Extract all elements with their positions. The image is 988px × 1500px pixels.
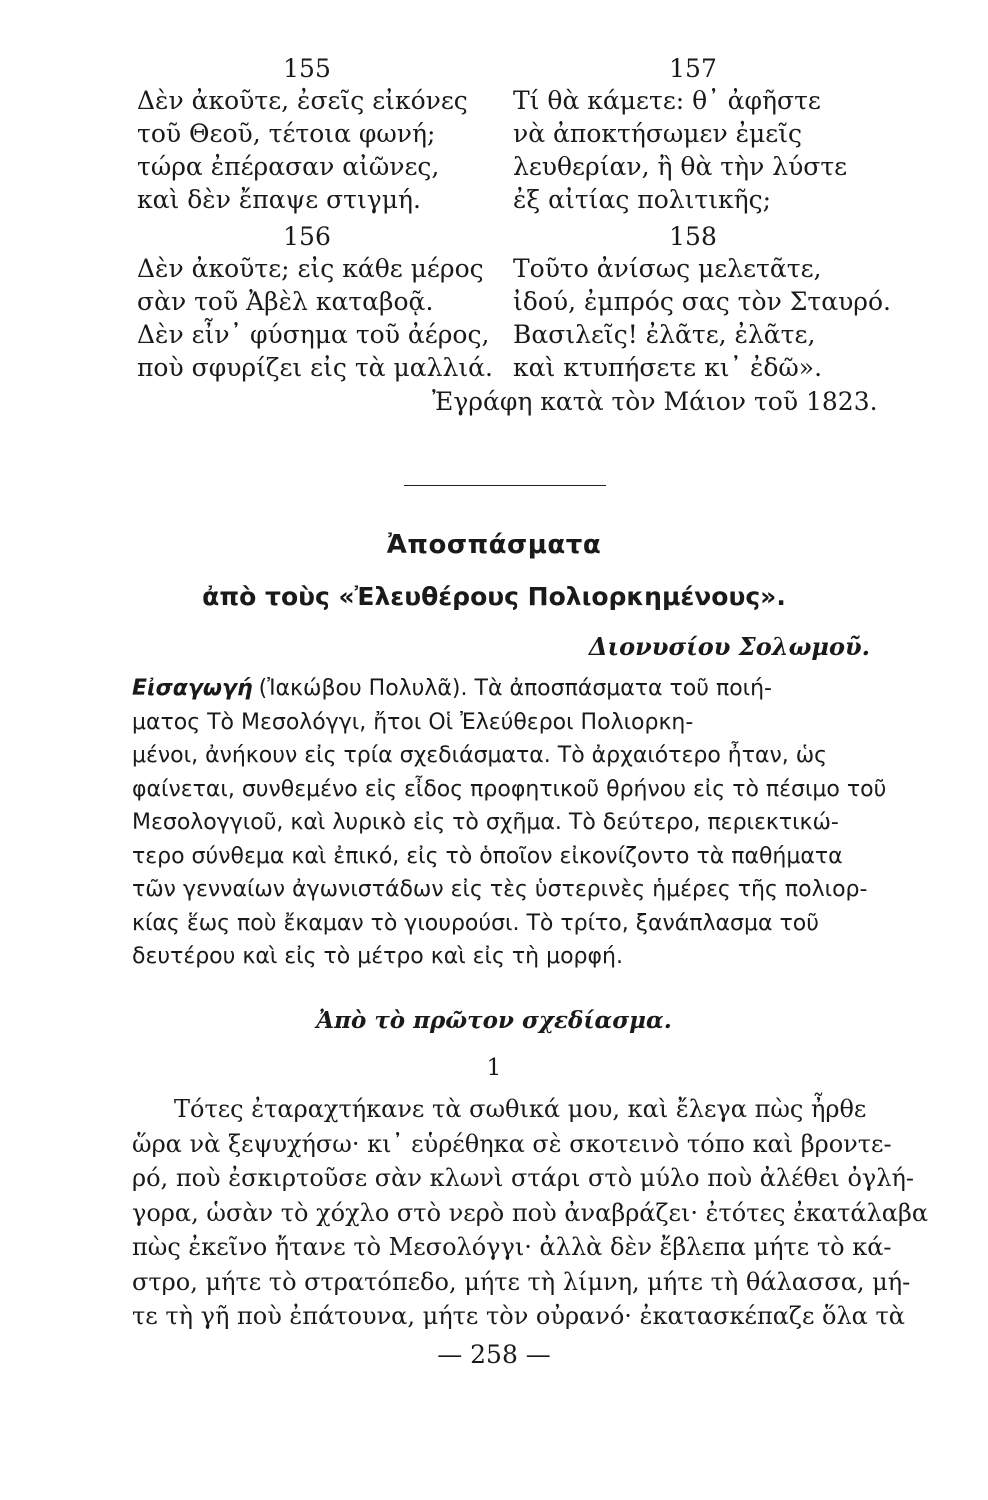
intro-line: κίας ἕως ποὺ ἔκαμαν τὸ γιουρούσι. Τὸ τρίτο, ξανάπλασμα τοῦ xyxy=(132,910,819,936)
intro-line: δευτέρου καὶ εἰς τὸ μέτρο καὶ εἰς τὴ μορφή. xyxy=(132,944,623,969)
verse-line: Τί θὰ κάμετε: θ᾽ ἀφῆστε xyxy=(513,86,821,115)
stanza-number: 157 xyxy=(669,54,717,83)
verse-line: Δὲν ἀκοῦτε, ἐσεῖς εἰκόνες xyxy=(137,86,468,115)
section-author: Διονυσίου Σολωμοῦ. xyxy=(588,632,870,661)
section-title: Ἀποσπάσματα xyxy=(386,530,602,560)
verse-line: Δὲν ἀκοῦτε; εἰς κάθε μέρος xyxy=(137,254,484,283)
intro-line: Μεσολογγιοῦ, καὶ λυρικὸ εἰς τὸ σχῆμα. Τὸ δεύτερο, περιεκτικώ- xyxy=(132,810,839,835)
poem-date: Ἐγράφη κατὰ τὸν Μάιον τοῦ 1823. xyxy=(432,387,878,416)
page-number: — 258 — xyxy=(437,1340,551,1369)
verse-line: Δὲν εἶν᾽ φύσημα τοῦ ἀέρος, xyxy=(137,320,490,349)
verse-line: ἐξ αἰτίας πολιτικῆς; xyxy=(513,185,772,214)
prose-body xyxy=(132,1092,929,1334)
prose-line: γορα, ὡσὰν τὸ χόχλο στὸ νερὸ ποὺ ἀναβράζει· ἐτότες ἐκατάλαβα xyxy=(132,1198,929,1227)
verse-line: τοῦ Θεοῦ, τέτοια φωνή; xyxy=(137,119,436,148)
prose-line: τε τὴ γῆ ποὺ ἐπάτουνα, μήτε τὸν οὐρανό· ἐκατασκέπαζε ὅλα τὰ xyxy=(132,1302,905,1330)
part-number: 1 xyxy=(486,1055,502,1081)
intro-line: φαίνεται, συνθεμένο εἰς εἶδος προφητικοῦ θρήνου εἰς τὸ πέσιμο τοῦ xyxy=(132,776,887,802)
stanza xyxy=(513,52,873,214)
verse-line: ἰδού, ἐμπρός σας τὸν Σταυρό. xyxy=(513,287,891,316)
verse-line: τώρα ἐπέρασαν αἰῶνες, xyxy=(137,152,440,181)
intro-text: (Ἰακώβου Πολυλᾶ). Τὰ ἀποσπάσματα τοῦ ποιή- xyxy=(258,676,772,701)
intro-line: τερο σύνθεμα καὶ ἐπικό, εἰς τὸ ὁποῖον εἰκονίζοντο τὰ παθήματα xyxy=(132,843,843,869)
verse-line: Βασιλεῖς! ἐλᾶτε, ἐλᾶτε, xyxy=(513,320,816,349)
intro-line: μένοι, ἀνήκουν εἰς τρία σχεδιάσματα. Τὸ ἀρχαιότερο ἦταν, ὡς xyxy=(132,743,828,768)
stanza xyxy=(137,220,493,382)
poem-right-column xyxy=(513,52,891,388)
stanza-number: 158 xyxy=(669,222,717,251)
stanza-number: 156 xyxy=(283,222,331,251)
verse-line: καὶ κτυπήσετε κι᾽ ἐδῶ». xyxy=(513,353,823,382)
intro-line xyxy=(132,672,892,706)
verse-line: ποὺ σφυρίζει εἰς τὰ μαλλιά. xyxy=(137,353,493,382)
prose-line: στρο, μήτε τὸ στρατόπεδο, μήτε τὴ λίμνη, μήτε τὴ θάλασσα, μή- xyxy=(132,1267,911,1296)
intro-line: τῶν γενναίων ἀγωνιστάδων εἰς τὲς ὑστερινὲς ἡμέρες τῆς πολιορ- xyxy=(132,877,868,902)
part-heading: Ἀπὸ τὸ πρῶτον σχεδίασμα. xyxy=(316,1007,672,1034)
stanza xyxy=(137,52,477,214)
section-divider xyxy=(404,485,606,486)
verse-line: καὶ δὲν ἔπαψε στιγμή. xyxy=(137,185,421,214)
intro-label: Εἰσαγωγή xyxy=(132,676,253,701)
stanza-number: 155 xyxy=(283,54,331,83)
prose-line: πὼς ἐκεῖνο ἤτανε τὸ Μεσολόγγι· ἀλλὰ δὲν ἔβλεπα μήτε τὸ κά- xyxy=(132,1233,892,1261)
introduction-paragraph xyxy=(132,672,892,974)
section-subtitle: ἀπὸ τοὺς «Ἐλευθέρους Πολιορκημένους». xyxy=(202,582,786,611)
prose-line: ρό, ποὺ ἐσκιρτοῦσε σὰν κλωνὶ στάρι στὸ μύλο ποὺ ἀλέθει ὀγλή- xyxy=(132,1164,914,1192)
verse-line: Τοῦτο ἀνίσως μελετᾶτε, xyxy=(513,254,822,283)
verse-line: νὰ ἀποκτήσωμεν ἐμεῖς xyxy=(513,119,803,148)
verse-line: σὰν τοῦ Ἀβὲλ καταβοᾷ. xyxy=(137,287,434,316)
poem-left-column xyxy=(137,52,493,388)
intro-line: ματος Τὸ Μεσολόγγι, ἤτοι Οἱ Ἐλεύθεροι Πολιορκη- xyxy=(132,709,694,735)
stanza xyxy=(513,220,891,382)
prose-line: ὥρα νὰ ξεψυχήσω· κι᾽ εὑρέθηκα σὲ σκοτεινὸ τόπο καὶ βροντε- xyxy=(132,1129,892,1158)
prose-line: Τότες ἐταραχτήκανε τὰ σωθικά μου, καὶ ἔλεγα πὼς ἦρθε xyxy=(174,1095,867,1123)
verse-line: λευθερίαν, ἢ θὰ τὴν λύστε xyxy=(513,152,848,181)
